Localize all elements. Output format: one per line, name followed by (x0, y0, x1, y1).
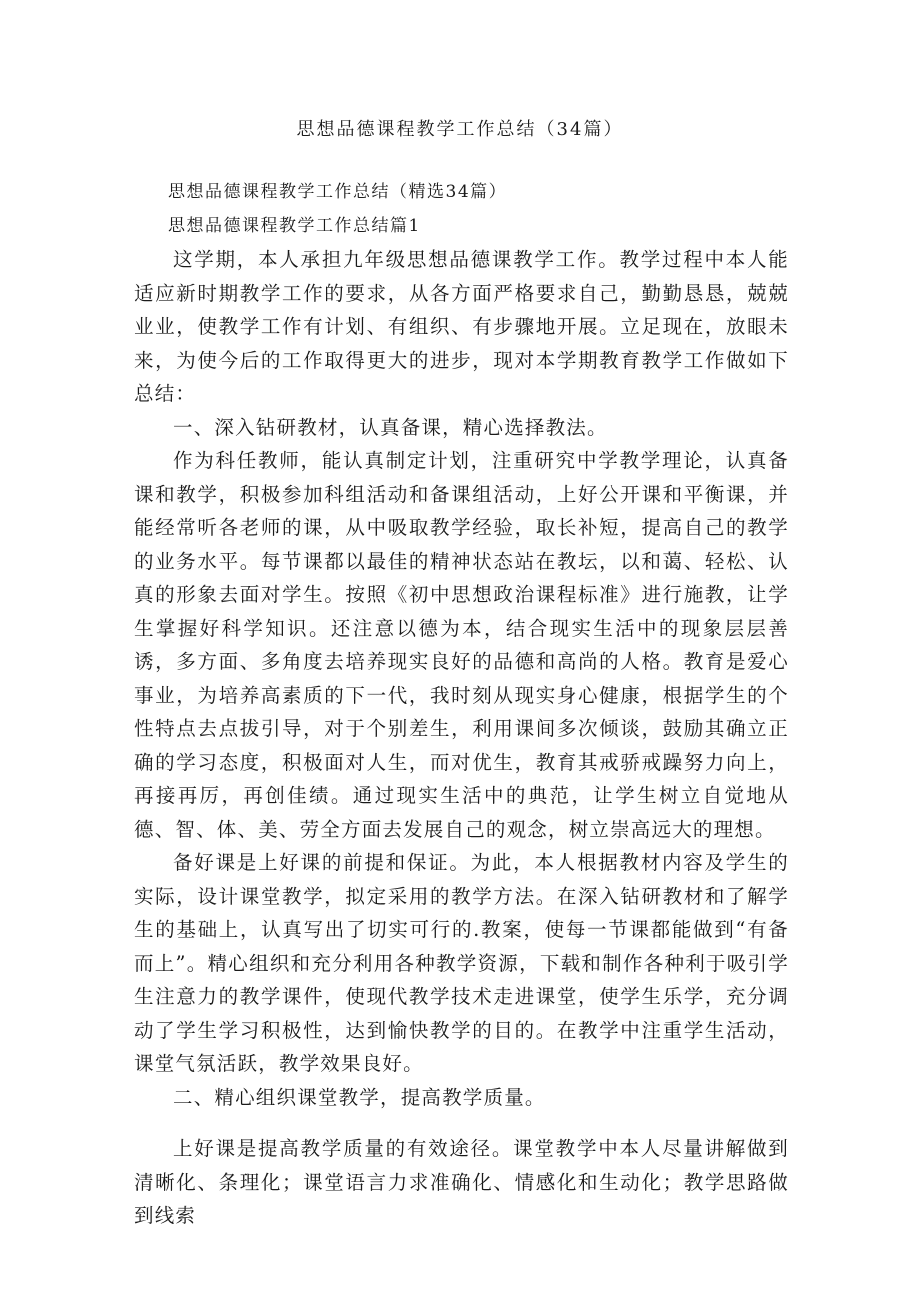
section-heading: 思想品德课程教学工作总结篇1 (168, 215, 421, 236)
heading-two: 二、精心组织课堂教学，提高教学质量。 (173, 1085, 546, 1109)
paragraph-intro: 这学期，本人承担九年级思想品德课教学工作。教学过程中本人能适应新时期教学工作的要求，从各方面严格要求自己，勤勤恳恳，兢兢业业，使教学工作有计划、有组织、有步骤地开展。立足现在，放眼未来，为使今后的工作取得更大的进步，现对本学期教育教学工作做如下总结： (134, 248, 789, 405)
document-subtitle: 思想品德课程教学工作总结（精选34篇） (168, 182, 508, 202)
paragraph-teaching: 作为科任教师，能认真制定计划，注重研究中学教学理论，认真备课和教学，积极参加科组活动和备课组活动，上好公开课和平衡课，并能经常听各老师的课，从中吸取教学经验，取长补短，提高自己的教学的业务水平。每节课都以最佳的精神状态站在教坛，以和蔼、轻松、认真的形象去面对学生。按照《初中思想政治课程标准》进行施教，让学生掌握好科学知识。还注意以德为本，结合现实生活中的现象层层善诱，多方面、多角度去培养现实良好的品德和高尚的人格。教育是爱心事业，为培养高素质的下一代，我时刻从现实身心健康，根据学生的个性特点去点拔引导，对于个别差生，利用课间多次倾谈，鼓励其确立正确的学习态度，积极面对人生，而对优生，教育其戒骄戒躁努力向上，再接再厉，再创佳绩。通过现实生活中的典范，让学生树立自觉地从德、智、体、美、劳全方面去发展自己的观念，树立崇高远大的理想。 (134, 449, 789, 841)
heading-one: 一、深入钻研教材，认真备课，精心选择教法。 (173, 415, 608, 439)
paragraph-classroom: 上好课是提高教学质量的有效途径。课堂教学中本人尽量讲解做到清晰化、条理化；课堂语言力求准确化、情感化和生动化；教学思路做到线索 (134, 1137, 789, 1227)
document-body (134, 176, 789, 1233)
document-title: 思想品德课程教学工作总结（34篇） (296, 119, 624, 140)
paragraph-preparation: 备好课是上好课的前提和保证。为此，本人根据教材内容及学生的实际，设计课堂教学，拟定采用的教学方法。在深入钻研教材和了解学生的基础上，认真写出了切实可行的.教案，使每一节课都能做到“有备而上”。精心组织和充分利用各种教学资源，下载和制作各种利于吸引学生注意力的教学课件，使现代教学技术走进课堂，使学生乐学，充分调动了学生学习积极性，达到愉快教学的目的。在教学中注重学生活动，课堂气氛活跃，教学效果良好。 (134, 851, 789, 1075)
